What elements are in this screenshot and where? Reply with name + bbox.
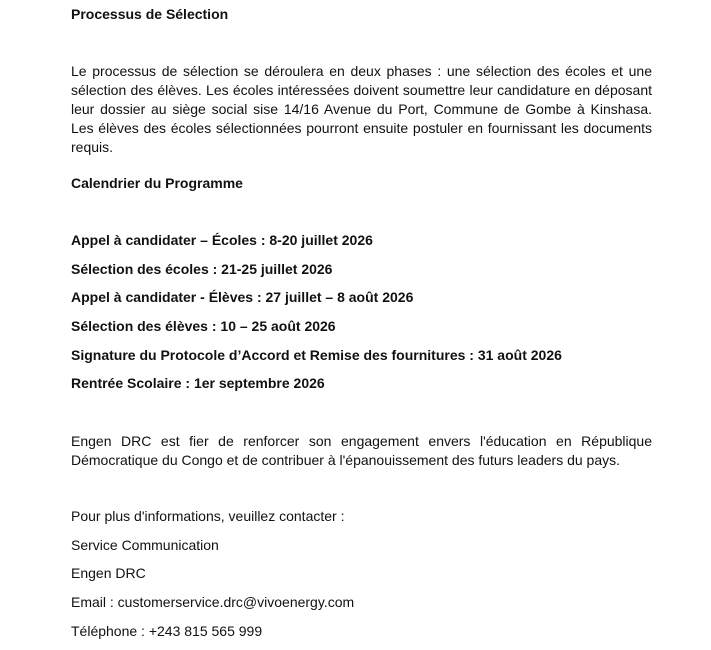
contact-department: Service Communication — [71, 537, 219, 553]
contact-email: Email : customerservice.drc@vivoenergy.com — [71, 594, 355, 610]
contact-intro: Pour plus d'informations, veuillez contacter : — [71, 508, 345, 524]
calendar-item: Appel à candidater – Écoles : 8-20 juillet 2026 — [71, 232, 373, 248]
contact-phone: Téléphone : +243 815 565 999 — [71, 623, 263, 639]
calendar-item: Sélection des écoles : 21-25 juillet 2026 — [71, 261, 333, 277]
calendar-heading: Calendrier du Programme — [71, 175, 243, 191]
closing-paragraph: Engen DRC est fier de renforcer son engagement envers l'éducation en République Démocratique du Congo et de contribuer à l'épanouissement des futurs leaders du pays. — [71, 433, 652, 468]
calendar-item: Appel à candidater - Élèves : 27 juillet – 8 août 2026 — [71, 289, 414, 305]
selection-paragraph: Le processus de sélection se déroulera en deux phases : une sélection des écoles et une sélection des élèves. Les écoles intéressées doivent soumettre leur candidature en déposant leur dossier au siège social sise 14/16 Avenue du Port, Commune de Gombe à Kinshasa. Les élèves des écoles sélectionnées pourront ensuite postuler en fournissant les documents requis. — [71, 63, 652, 155]
calendar-item: Signature du Protocole d’Accord et Remise des fournitures : 31 août 2026 — [71, 347, 562, 363]
calendar-item: Sélection des élèves : 10 – 25 août 2026 — [71, 318, 336, 334]
selection-heading: Processus de Sélection — [71, 6, 229, 22]
contact-company: Engen DRC — [71, 565, 146, 581]
calendar-item: Rentrée Scolaire : 1er septembre 2026 — [71, 375, 325, 391]
